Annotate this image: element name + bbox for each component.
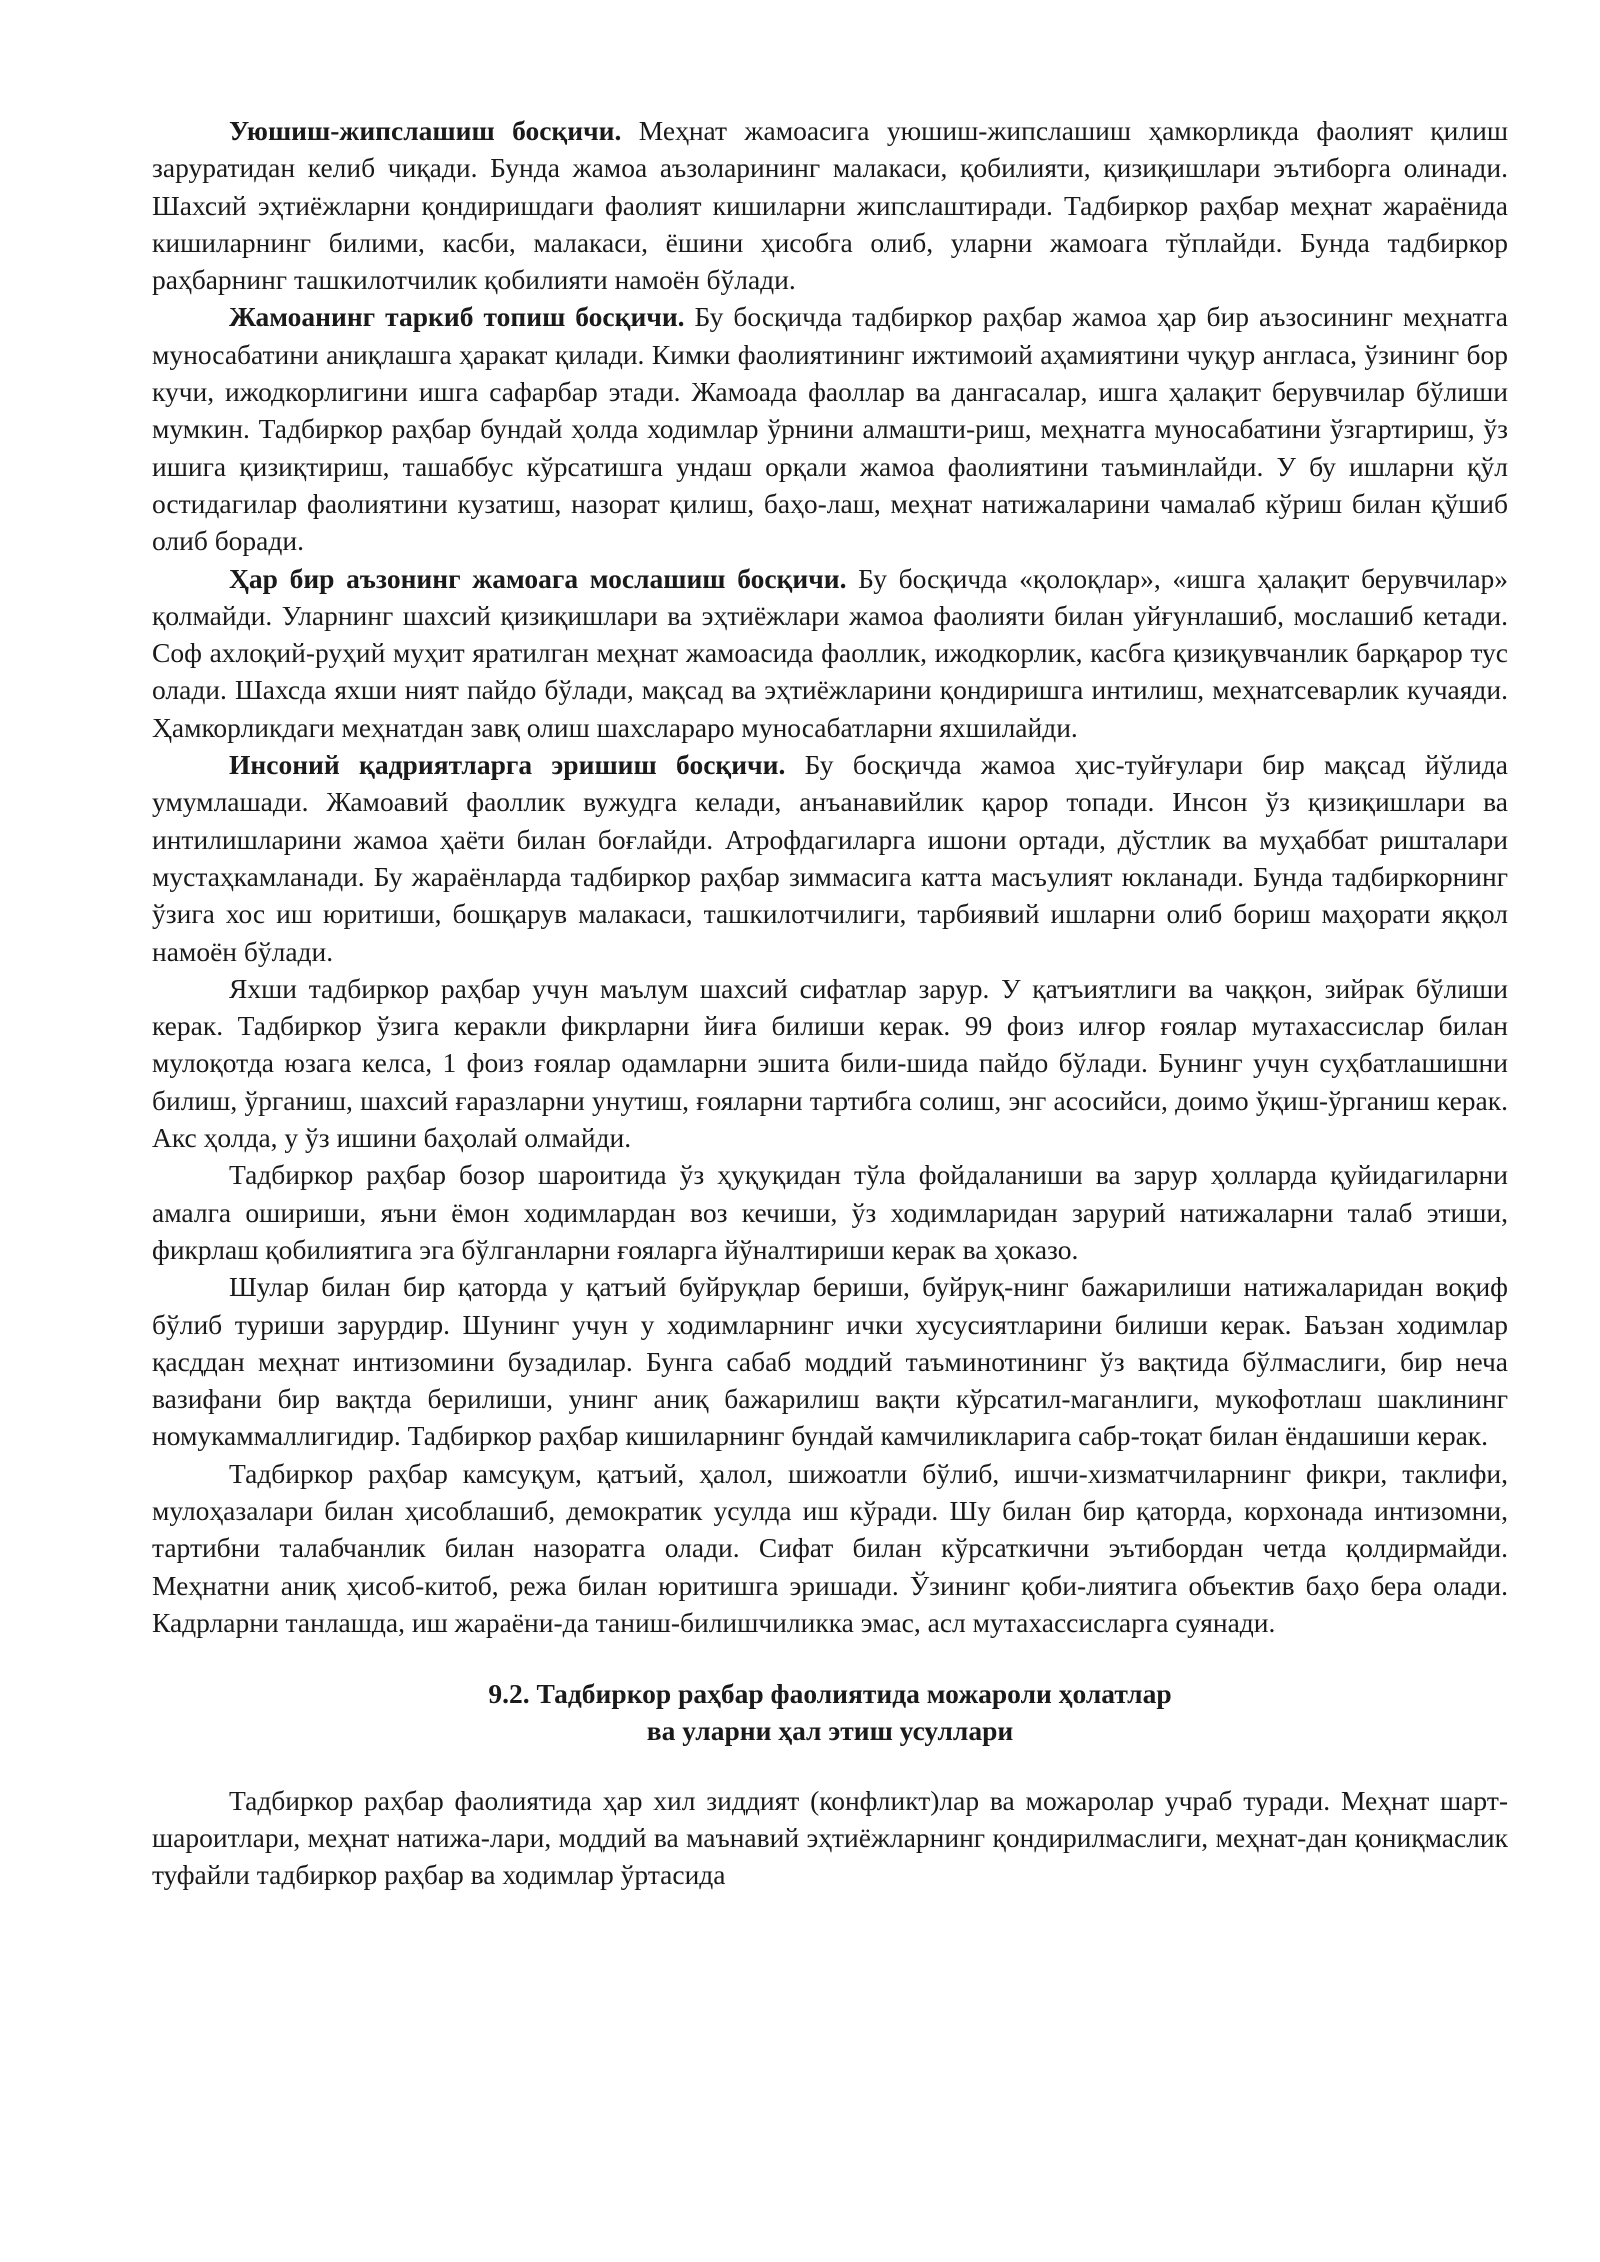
paragraph-text: Бу босқичда «қолоқлар», «ишга ҳалақит берувчилар» қолмайди. Уларнинг шахсий қизиқишлари ва эҳтиёжлари жамоа фаолияти билан уйғунлашиб, мослашиб кетади. Соф ахлоқий-руҳий муҳит яратилган меҳнат жамоасида фаоллик, ижодкорлик, касбга қизиқувчанлик барқарор тус олади. Шахсда яхши ният пайдо бўлади, мақсад ва эҳтиёжларини қондиришга интилиш, меҳнатсеварлик кучаяди. Ҳамкорликдаги меҳнатдан завқ олиш шахслараро муносабатларни яхшилайди. xyxy=(152,562,1508,743)
paragraph-lead: Жамоанинг таркиб топиш босқичи. xyxy=(229,301,685,333)
section-heading xyxy=(152,1675,1508,1750)
paragraph-text: Яхши тадбиркор раҳбар учун маълум шахсий сифатлар зарур. У қатъиятлиги ва чаққон, зийрак бўлиши керак. Тадбиркор ўзига керакли фикрларни йиға билиши керак. 99 фоиз илғор ғоялар мутахассислар билан мулоқотда юзага келса, 1 фоиз ғоялар одамларни эшита били-шида пайдо бўлади. Бунинг учун суҳбатлашишни билиш, ўрганиш, шахсий ғаразларни унутиш, ғояларни тартибга солиш, энг асосийси, доимо ўқиш-ўрганиш керак. Акс ҳолда, у ўз ишини баҳолай олмайди. xyxy=(152,972,1508,1154)
paragraph-adaptation-stage xyxy=(152,560,1508,746)
paragraph-values-stage xyxy=(152,746,1508,970)
paragraph-text: Меҳнат жамоасига уюшиш-жипслашиш ҳамкорликда фаолият қилиш заруратидан келиб чиқади. Бунда жамоа аъзоларининг малакаси, қобилияти, қизиқишлари эътиборга олинади. Шахсий эҳтиёжларни қондиришдаги фаолият кишиларни жипслаштиради. Тадбиркор раҳбар меҳнат жараёнида кишиларнинг билими, касби, малакаси, ёшини ҳисобга олиб, уларни жамоага тўплайди. Бунда тадбиркор раҳбарнинг ташкилотчилик қобилияти намоён бўлади. xyxy=(152,115,1508,296)
paragraph-text: Бу босқичда жамоа ҳис-туйғулари бир мақсад йўлида умумлашади. Жамоавий фаоллик вужудга келади, анъанавийлик қарор топади. Инсон ўз қизиқишлари ва интилишларини жамоа ҳаёти билан боғлайди. Атрофдагиларга ишони ортади, дўстлик ва муҳаббат риштaлари мустаҳкамланади. Бу жараёнларда тадбиркор раҳбар зиммасига катта масъулият юкланади. Бунда тадбиркорнинг ўзига хос иш юритиши, бошқарув малакаси, ташкилотчилиги, тарбиявий ишларни олиб бориш маҳорати яққол намоён бўлади. xyxy=(152,749,1509,967)
section-heading-line2: ва уларни ҳал этиш усуллари xyxy=(646,1715,1014,1747)
paragraph-firm-orders xyxy=(152,1268,1508,1454)
paragraph-leader-qualities xyxy=(152,970,1508,1156)
paragraph-conflicts-intro xyxy=(152,1782,1508,1894)
paragraph-lead: Инсоний қадриятларга эришиш босқичи. xyxy=(229,749,786,781)
section-heading-line1: 9.2. Тадбиркор раҳбар фаолиятида можароли ҳолатлар xyxy=(488,1678,1172,1710)
paragraph-formation-stage xyxy=(152,298,1508,559)
document-page xyxy=(152,112,1508,1894)
paragraph-text: Тадбиркор раҳбар фаолиятида ҳар хил зиддият (конфликт)лар ва можаролар учраб туради. Меҳнат шарт-шароитлари, меҳнат натижа-лари, моддий ва маънавий эҳтиёжларнинг қондирилмаслиги, меҳнат-дан қониқмаслик туфайли тадбиркор раҳбар ва ходимлар ўртасида xyxy=(152,1784,1508,1891)
paragraph-democratic-style xyxy=(152,1455,1508,1641)
paragraph-cohesion-stage xyxy=(152,112,1508,298)
paragraph-lead: Ҳар бир аъзонинг жамоага мослашиш босқичи. xyxy=(229,562,847,594)
paragraph-market-rights xyxy=(152,1156,1508,1268)
paragraph-lead: Уюшиш-жипслашиш босқичи. xyxy=(229,115,622,146)
paragraph-text: Шулар билан бир қаторда у қатъий буйруқлар бериши, буйруқ-нинг бажарилиши натижаларидан воқиф бўлиб туриши зарурдир. Шунинг учун у ходимларнинг ички хусусиятларини билиши керак. Баъзан ходимлар қасддан меҳнат интизомини бузадилар. Бунга сабаб моддий таъминотининг ўз вақтида бўлмаслиги, бир неча вазифани бир вақтда берилиши, унинг аниқ бажарилиш вақти кўрсатил-маганлиги, мукофотлаш шаклининг номукаммаллигидир. Тадбиркор раҳбар кишиларнинг бундай камчиликларига сабр-тоқат билан ёндашиши керак. xyxy=(152,1271,1508,1452)
paragraph-text: Тадбиркор раҳбар бозор шароитида ўз ҳуқуқидан тўла фойдаланиши ва зарур ҳолларда қуйидагиларни амалга ошириши, яъни ёмон ходимлардан воз кечиши, ўз ходимларидан зарурий натижаларни талаб этиши, фикрлаш қобилиятига эга бўлганларни ғояларга йўналтириши керак ва ҳоказо. xyxy=(152,1159,1508,1265)
paragraph-text: Тадбиркор раҳбар камсуқум, қатъий, ҳалол, шижоатли бўлиб, ишчи-хизматчиларнинг фикри, таклифи, мулоҳазалари билан ҳисоблашиб, демократик усулда иш кўради. Шу билан бир қаторда, корхонада интизомни, тартибни талабчанлик билан назоратга олади. Сифат билан кўрсаткични эътибордан четда қолдирмайди. Меҳнатни аниқ ҳисоб-китоб, режа билан юритишга эришади. Ўзининг қоби-лиятига объектив баҳо бера олади. Кадрларни танлашда, иш жараёни-да таниш-билишчиликка эмас, асл мутахассисларга суянади. xyxy=(152,1457,1508,1638)
paragraph-text: Бу босқичда тадбиркор раҳбар жамоа ҳар бир аъзосининг меҳнатга муносабатини аниқлашга ҳаракат қилади. Кимки фаолиятининг ижтимоий аҳамиятини чуқур англаса, ўзининг бор кучи, ижодкорлигини ишга сафарбар этади. Жамоада фаоллар ва дангасалар, ишга ҳалақит берувчилар бўлиши мумкин. Тадбиркор раҳбар бундай ҳолда ходимлар ўрнини алмашти-риш, меҳнатга муносабатини ўзгартириш, ўз ишига қизиқтириш, ташаббус кўрсатишга ундаш орқали жамоа фаолиятини таъминлайди. У бу ишларни қўл остидагилар фаолиятини кузатиш, назорат қилиш, баҳо-лаш, меҳнат натижаларини чамалаб кўриш билан қўшиб олиб боради. xyxy=(152,301,1508,557)
